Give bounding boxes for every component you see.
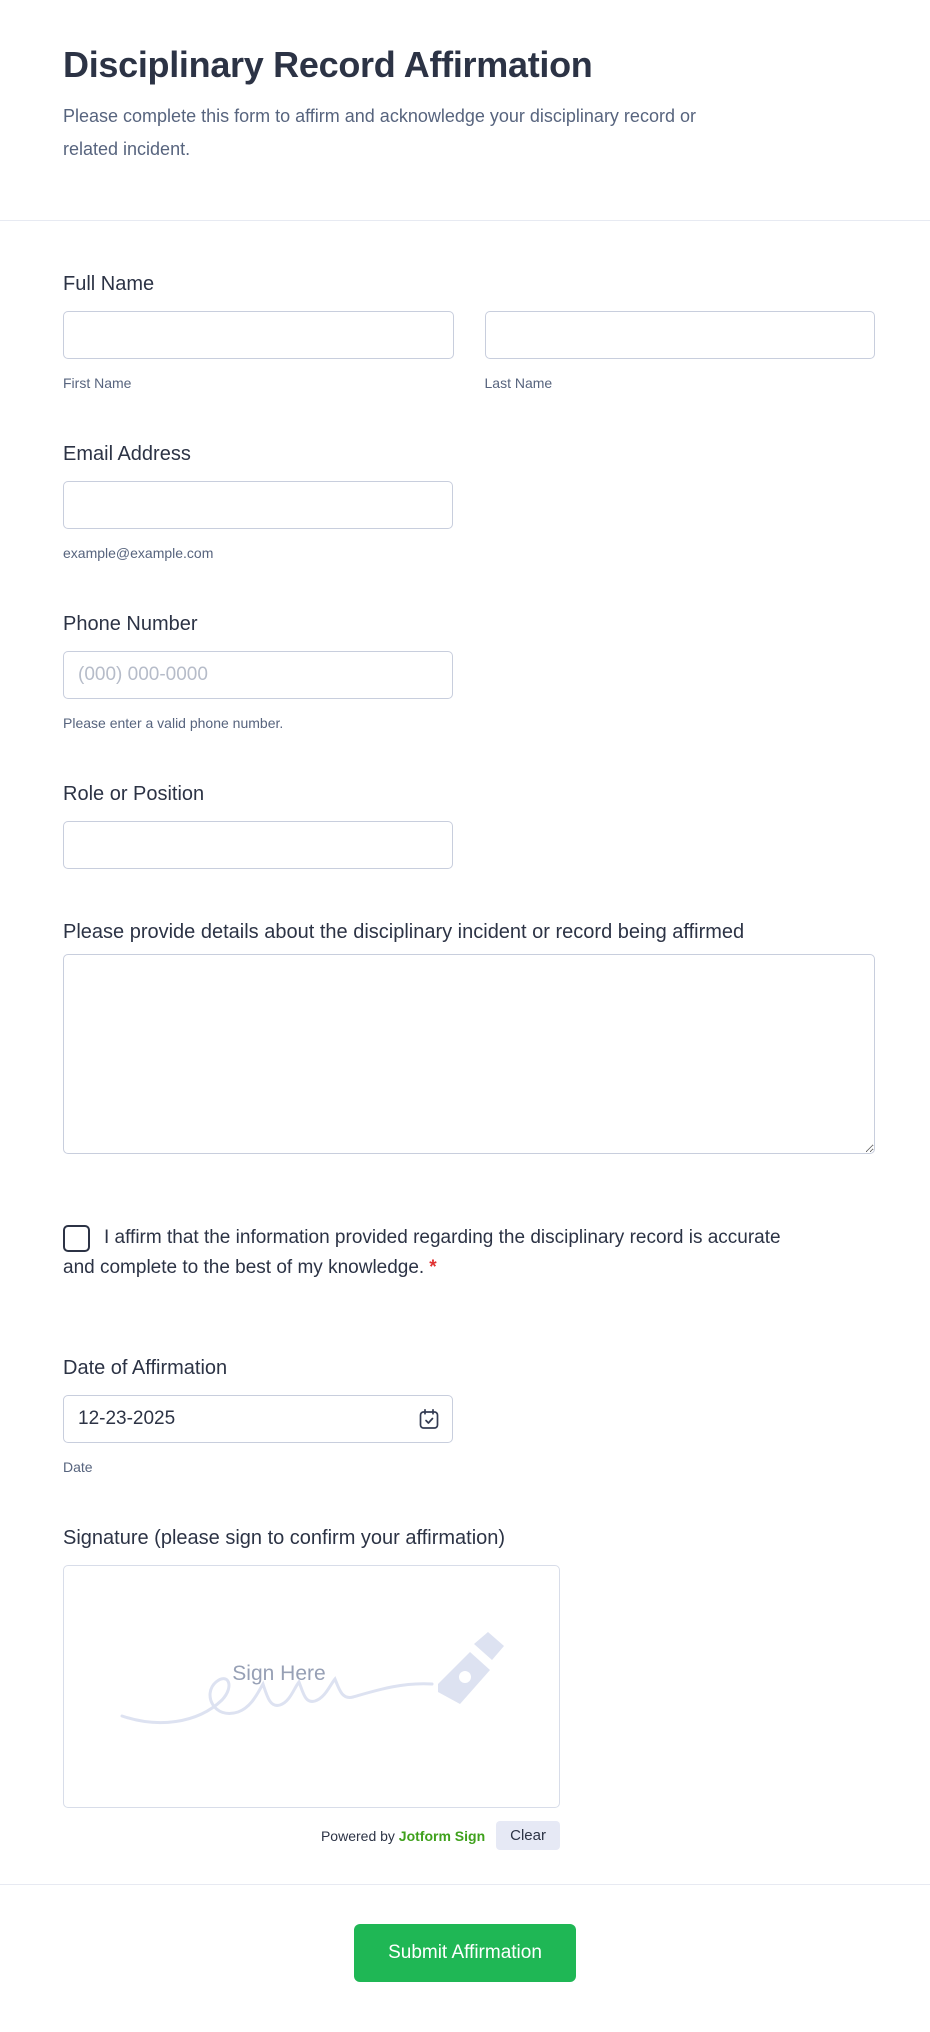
email-label: Email Address — [63, 443, 191, 465]
powered-by-text — [321, 1828, 485, 1844]
field-email — [63, 443, 875, 561]
field-date — [63, 1357, 875, 1475]
sign-here-placeholder: Sign Here — [232, 1662, 326, 1685]
form-body — [0, 273, 930, 1850]
email-input[interactable] — [63, 481, 453, 529]
phone-label: Phone Number — [63, 613, 198, 635]
date-input[interactable] — [63, 1395, 453, 1443]
phone-sublabel: Please enter a valid phone number. — [63, 715, 284, 731]
first-name-sublabel: First Name — [63, 375, 132, 391]
page-subtitle: Please complete this form to affirm and acknowledge your disciplinary record or related incident. — [63, 106, 696, 159]
page-title: Disciplinary Record Affirmation — [63, 44, 593, 85]
signature-label: Signature (please sign to confirm your affirmation) — [63, 1527, 506, 1549]
last-name-col — [485, 311, 876, 391]
field-details — [63, 921, 875, 1159]
last-name-sublabel: Last Name — [484, 375, 553, 391]
signature-footer — [63, 1821, 560, 1850]
calendar-picker-button[interactable] — [417, 1407, 441, 1431]
field-signature — [63, 1527, 875, 1850]
first-name-input[interactable] — [63, 311, 454, 359]
affirmation-checkbox[interactable] — [63, 1225, 90, 1252]
affirmation-text: I affirm that the information provided regarding the disciplinary record is accurate and complete to the best of my knowledge. — [63, 1227, 781, 1278]
full-name-label: Full Name — [63, 273, 155, 295]
calendar-check-icon — [417, 1419, 441, 1434]
powered-by-label: Powered by — [320, 1827, 395, 1844]
field-role — [63, 783, 875, 869]
role-label: Role or Position — [63, 783, 205, 805]
phone-input[interactable] — [63, 651, 453, 699]
last-name-input[interactable] — [485, 311, 876, 359]
form-header — [0, 0, 930, 220]
required-asterisk: * — [429, 1257, 437, 1278]
role-input[interactable] — [63, 821, 453, 869]
date-sublabel: Date — [63, 1459, 93, 1475]
email-sublabel: example@example.com — [63, 545, 214, 561]
submit-button[interactable]: Submit Affirmation — [354, 1924, 576, 1982]
first-name-col — [63, 311, 454, 391]
header-divider — [0, 220, 930, 221]
name-row — [63, 311, 875, 391]
field-full-name — [63, 273, 875, 391]
details-textarea[interactable] — [63, 954, 875, 1154]
details-label: Please provide details about the disciplinary incident or record being affirmed — [63, 921, 745, 943]
signature-pad[interactable] — [63, 1565, 560, 1808]
field-affirmation — [63, 1223, 813, 1283]
date-label: Date of Affirmation — [63, 1357, 228, 1379]
submit-bar — [0, 1884, 930, 2032]
jotform-sign-brand: Jotform Sign — [398, 1827, 486, 1844]
clear-signature-button[interactable]: Clear — [496, 1821, 560, 1850]
date-input-wrap — [63, 1395, 453, 1443]
field-phone — [63, 613, 875, 731]
